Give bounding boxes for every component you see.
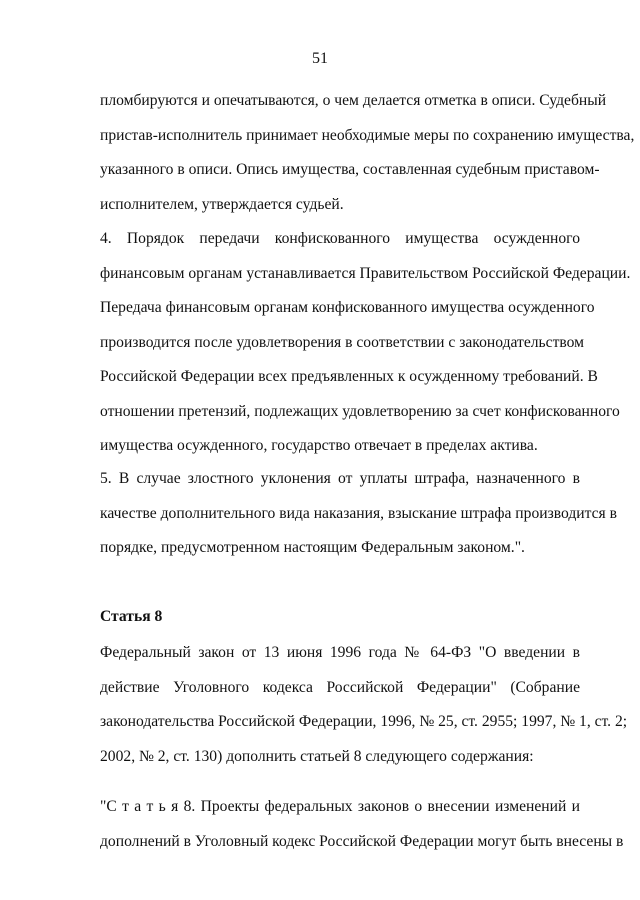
paragraph-new-article — [100, 790, 624, 859]
text-line: дополнений в Уголовный кодекс Российской Федерации могут быть внесены в — [100, 832, 624, 850]
paragraph-continuation — [100, 84, 635, 222]
text-line: действие Уголовного кодекса Российской Федерации" (Собрание — [100, 678, 580, 696]
text-line: имущества осужденного, государство отвечает в пределах актива. — [100, 437, 538, 454]
text-line: 5. В случае злостного уклонения от уплаты штрафа, назначенного в — [100, 470, 580, 487]
paragraph-item-5 — [100, 462, 617, 566]
article-heading: Статья 8 — [100, 608, 163, 625]
new-article-label: "С т а т ь я 8. — [100, 798, 196, 815]
text-line: отношении претензий, подлежащих удовлетворению за счет конфискованного — [100, 402, 620, 420]
text-line: качестве дополнительного вида наказания, взыскание штрафа производится в — [100, 504, 617, 522]
new-article-text: Проекты федеральных законов о внесении изменений и — [195, 798, 580, 815]
text-line: указанного в описи. Опись имущества, составленная судебным приставом- — [100, 161, 600, 178]
page-number: 51 — [312, 50, 328, 67]
text-line: Российской Федерации всех предъявленных к осужденному требований. В — [100, 368, 598, 385]
text-line: пристав-исполнитель принимает необходимые меры по сохранению имущества, — [100, 126, 635, 144]
paragraph-federal-law — [100, 636, 628, 774]
paragraph-item-4-lines — [100, 222, 631, 464]
text-line: финансовым органам устанавливается Правительством Российской Федерации. — [100, 264, 631, 282]
text-line — [100, 790, 580, 825]
text-line: 2002, № 2, ст. 130) дополнить статьей 8 следующего содержания: — [100, 747, 534, 765]
text-line: пломбируются и опечатываются, о чем делается отметка в описи. Судебный — [100, 92, 607, 109]
text-line: исполнителем, утверждается судьей. — [100, 195, 344, 213]
text-line: законодательства Российской Федерации, 1996, № 25, ст. 2955; 1997, № 1, ст. 2; — [100, 713, 628, 730]
text-line: Федеральный закон от 13 июня 1996 года № 64-ФЗ "О введении в — [100, 644, 580, 661]
text-line: Передача финансовым органам конфискованного имущества осужденного — [100, 299, 595, 316]
text-line: порядке, предусмотренном настоящим Федеральным законом.". — [100, 539, 525, 556]
text-line: 4. Порядок передачи конфискованного имущества осужденного — [100, 230, 580, 247]
text-line: производится после удовлетворения в соответствии с законодательством — [100, 333, 585, 351]
